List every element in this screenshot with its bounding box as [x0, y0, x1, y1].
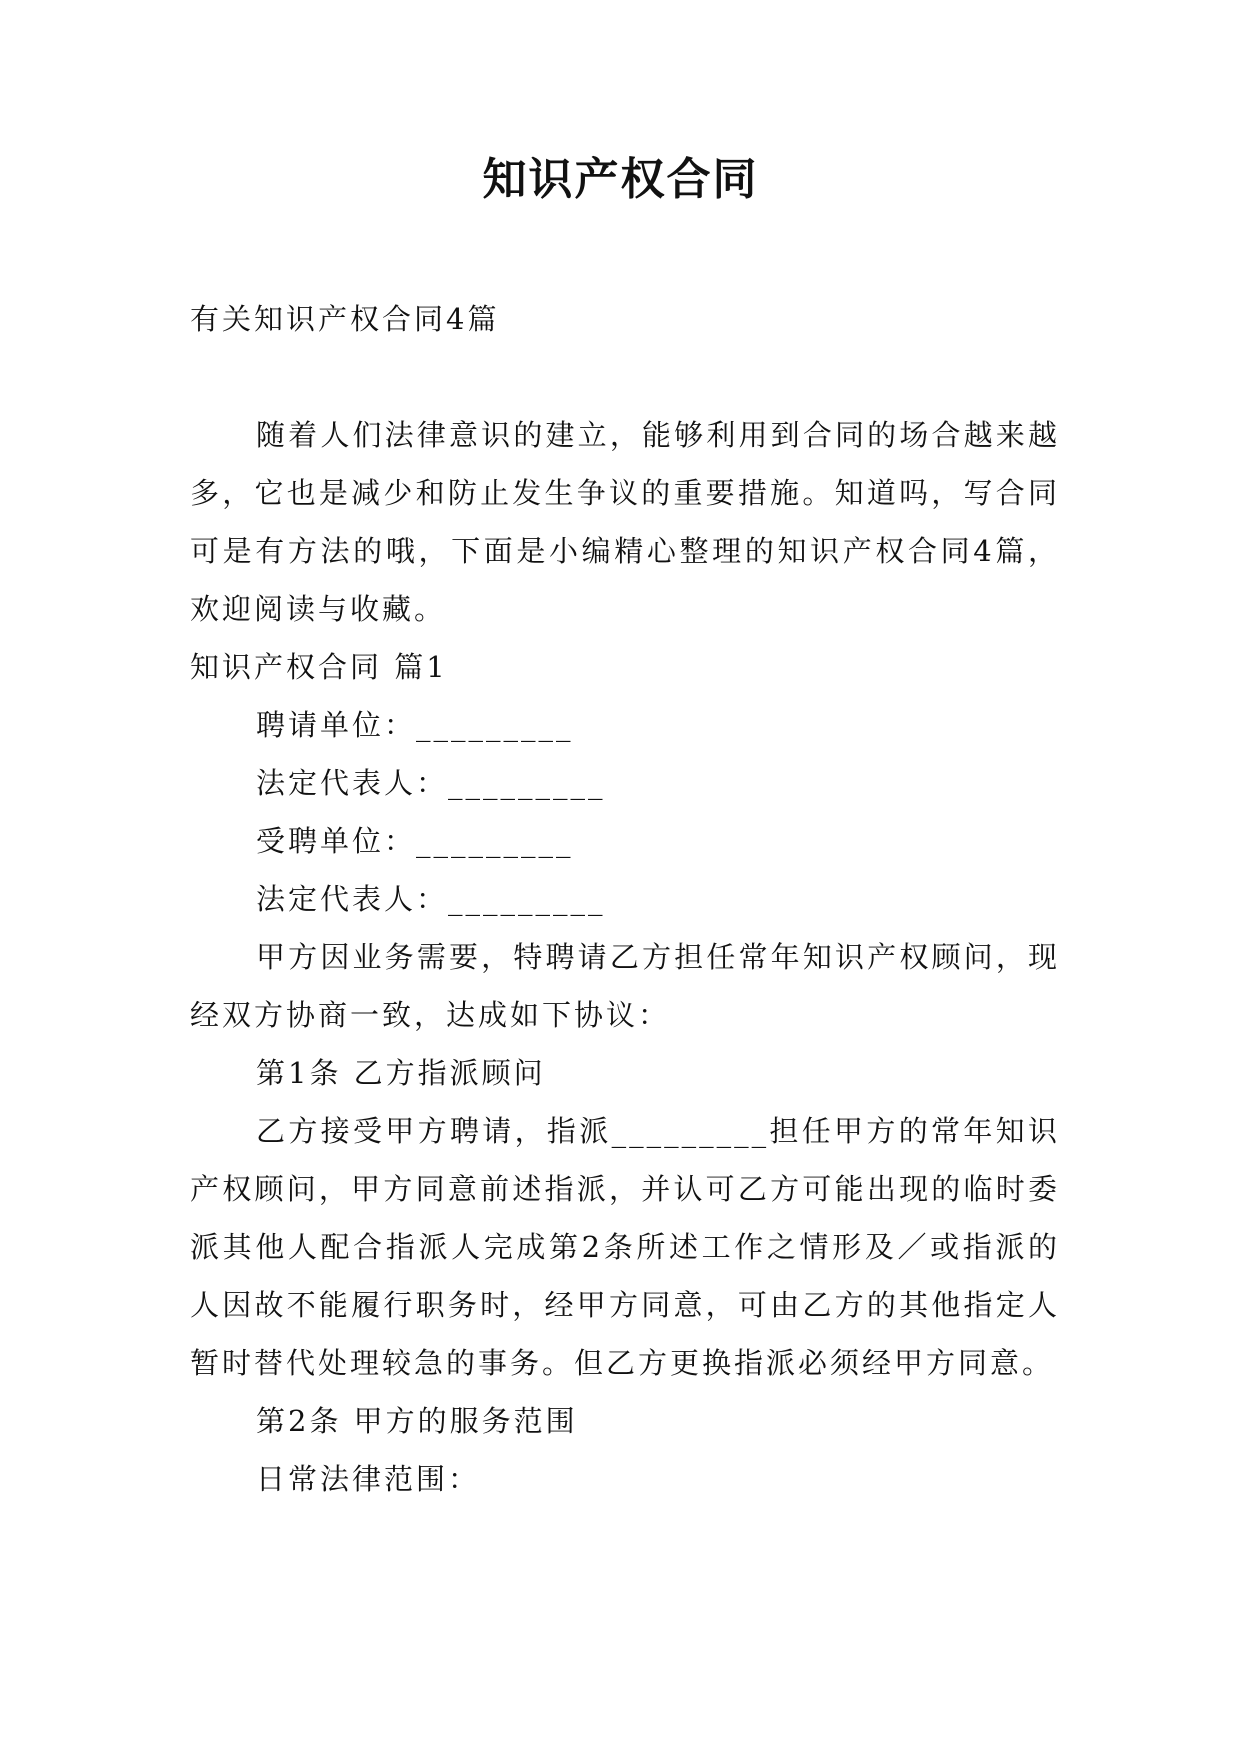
document-body: [190, 290, 1060, 1508]
employer-rep-field: 法定代表人：_________: [256, 766, 606, 800]
article1-body: 乙方接受甲方聘请，指派_________担任甲方的常年知识产权顾问，甲方同意前述指派，并认可乙方可能出现的临时委派其他人配合指派人完成第2条所述工作之情形及／或指派的人因故不能履行职务时，经甲方同意，可由乙方的其他指定人暂时替代处理较急的事务。但乙方更换指派必须经甲方同意。: [190, 1114, 1060, 1380]
document-title: 知识产权合同: [482, 154, 759, 205]
article2-heading: 第2条 甲方的服务范围: [256, 1404, 578, 1438]
employee-field: 受聘单位：_________: [256, 824, 574, 858]
article2-subheading: 日常法律范围：: [256, 1462, 481, 1496]
intro-paragraph: 随着人们法律意识的建立，能够利用到合同的场合越来越多，它也是减少和防止发生争议的重要措施。知道吗，写合同可是有方法的哦，下面是小编精心整理的知识产权合同4篇，欢迎阅读与收藏。: [190, 418, 1060, 626]
document-subtitle: 有关知识产权合同4篇: [190, 302, 500, 336]
article1-heading: 第1条 乙方指派顾问: [256, 1056, 546, 1090]
employer-field: 聘请单位：_________: [256, 708, 574, 742]
section-heading: 知识产权合同 篇1: [190, 650, 448, 684]
preamble-paragraph: 甲方因业务需要，特聘请乙方担任常年知识产权顾问，现经双方协商一致，达成如下协议：: [190, 940, 1060, 1032]
employee-rep-field: 法定代表人：_________: [256, 882, 606, 916]
